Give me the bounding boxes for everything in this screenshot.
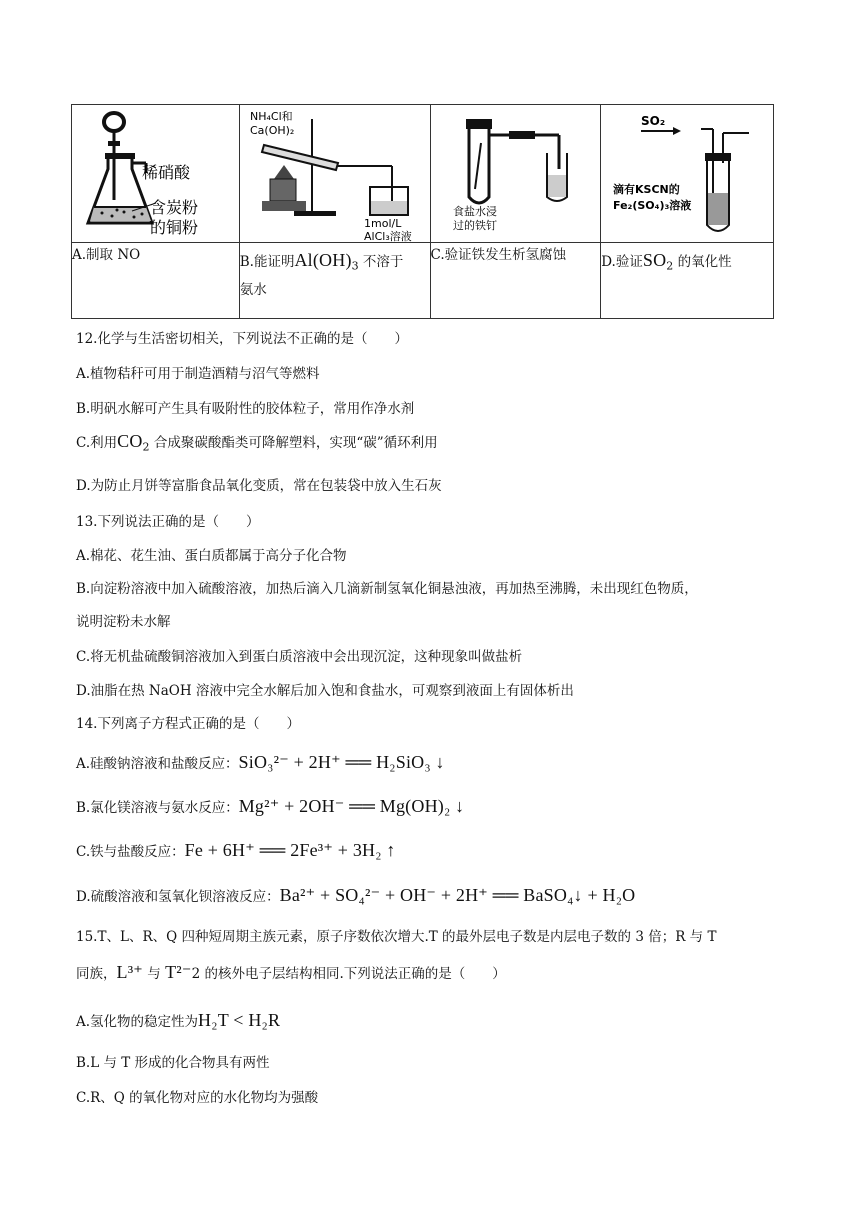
q14-a-text: A.硅酸钠溶液和盐酸反应： [76,756,239,772]
q15-a-equation: H₂T < H₂R [198,1010,281,1030]
caption-b-formula: Al(OH) [294,250,352,270]
fig-c-label2: 过的铁钉 [452,219,497,232]
figure-c-tubes [431,105,601,242]
q15-option-b: B.L 与 T 形成的化合物具有两性 [76,1055,270,1071]
q13-option-b-line2: 说明淀粉未水解 [76,614,171,630]
q14-option-c [76,840,396,861]
figure-d-tube [601,105,773,242]
q13-option-a: A.棉花、花生油、蛋白质都属于高分子化合物 [76,548,347,564]
fig-d-label-gas: SO₂ [641,114,666,128]
caption-b [239,243,430,319]
q14-a-equation: SiO₃²⁻ + 2H⁺ ══ H₂SiO₃ ↓ [238,752,445,772]
q12-option-c [76,431,438,454]
q14-c-equation: Fe + 6H⁺ ══ 2Fe³⁺ + 3H₂ ↑ [184,840,396,860]
fig-d-label-kscn: 滴有KSCN的 [613,183,680,196]
fig-b-label-solution: AlCl₃溶液 [363,230,412,242]
q12-stem: 12.化学与生活密切相关，下列说法不正确的是（ ） [76,331,408,347]
fig-a-label-acid: 稀硝酸 [142,163,191,182]
figure-d-cell [601,105,774,243]
q12-c-formula: CO [117,431,143,451]
fig-a-label-powder1: 含炭粉 [150,198,199,217]
figure-c-cell [430,105,601,243]
caption-a [72,243,240,319]
caption-d-sub: 2 [666,259,674,273]
q12-option-a: A.植物秸秆可用于制造酒精与沼气等燃料 [76,366,320,382]
figure-a-flask [72,105,239,242]
q12-option-d: D.为防止月饼等富脂食品氧化变质，常在包装袋中放入生石灰 [76,478,442,494]
figure-b-cell [239,105,430,243]
fig-b-label-conc: 1mol/L [363,217,402,230]
q15-option-a [76,1010,280,1031]
caption-b-post: 不溶于 [358,254,404,270]
q15-ion-l: L³⁺ [116,962,143,982]
q12-c-post: 合成聚碳酸酯类可降解塑料，实现“碳”循环利用 [149,435,438,451]
q14-d-equation: Ba²⁺ + SO₄²⁻ + OH⁻ + 2H⁺ ══ BaSO₄↓ + H₂O [279,885,636,905]
caption-b-line2: 氨水 [239,281,267,298]
q14-stem: 14.下列离子方程式正确的是（ ） [76,716,300,732]
q13-option-d: D.油脂在热 NaOH 溶液中完全水解后加入饱和食盐水，可观察到液面上有固体析出 [76,683,574,699]
q15-a-text: A.氢化物的稳定性为 [76,1014,199,1030]
q12-c-pre: C.利用 [76,435,118,451]
caption-a-text: A.制取 NO [72,247,141,263]
q14-d-text: D.硫酸溶液和氢氧化钡溶液反应： [76,889,280,905]
caption-d [601,243,774,319]
q14-b-equation: Mg²⁺ + 2OH⁻ ══ Mg(OH)₂ ↓ [238,796,465,816]
apparatus-table [71,104,774,319]
fig-a-label-powder2: 的铜粉 [150,218,199,237]
caption-d-post: 的氧化性 [673,254,732,270]
q15-stem2-mid: 与 [143,966,166,982]
fig-b-label-reagent1: NH₄Cl和 [249,110,293,123]
caption-c-text: C.验证铁发生析氢腐蚀 [430,247,567,263]
q14-option-d [76,885,635,906]
q15-option-c: C.R、Q 的氧化物对应的水化物均为强酸 [76,1090,319,1106]
caption-b-pre: B.能证明 [239,254,295,270]
fig-d-label-solution: Fe₂(SO₄)₃溶液 [613,199,692,212]
figure-a-cell [72,105,240,243]
figure-b-setup [240,105,430,242]
q14-b-text: B.氯化镁溶液与氨水反应： [76,800,239,816]
q12-option-b: B.明矾水解可产生具有吸附性的胶体粒子，常用作净水剂 [76,401,415,417]
q12-c-sub: 2 [142,440,150,454]
q15-ion-t: T²⁻ [165,962,192,982]
caption-d-pre: D.验证 [601,254,643,270]
q14-option-a [76,752,445,773]
fig-b-label-reagent2: Ca(OH)₂ [249,124,295,137]
q15-stem2-pre: 同族， [76,966,117,982]
fig-c-label1: 食盐水浸 [452,205,497,218]
q14-c-text: C.铁与盐酸反应： [76,844,185,860]
q15-stem-line1: 15.T、L、R、Q 四种短周期主族元素，原子序数依次增大.T 的最外层电子数是内层电子数的 3 倍；R 与 T [76,929,717,945]
q15-stem2-post: 2 的核外电子层结构相同.下列说法正确的是（ ） [191,966,506,982]
caption-d-formula: SO [642,250,667,270]
q14-option-b [76,796,464,817]
caption-c [430,243,601,319]
q13-stem: 13.下列说法正确的是（ ） [76,514,260,530]
q15-stem-line2 [76,962,506,983]
q13-option-b-line1: B.向淀粉溶液中加入硫酸溶液，加热后滴入几滴新制氢氧化铜悬浊液，再加热至沸腾，未出现红色物质， [76,581,698,597]
q13-option-c: C.将无机盐硫酸铜溶液加入到蛋白质溶液中会出现沉淀，这种现象叫做盐析 [76,649,523,665]
caption-b-sub: 3 [351,259,359,273]
